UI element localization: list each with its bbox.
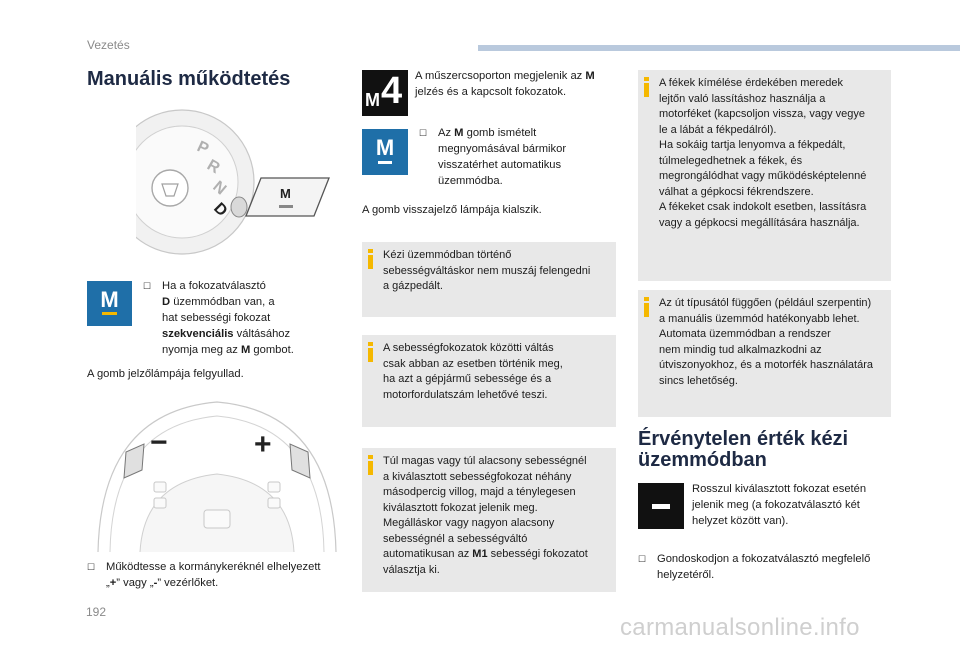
m-indicator-letter: M <box>100 287 119 312</box>
gear-label-r: R <box>204 156 223 178</box>
info-icon <box>644 77 649 97</box>
site-watermark: carmanualsonline.info <box>620 614 860 641</box>
info-icon <box>644 297 649 317</box>
dashboard-gear-digit: 4 <box>381 70 403 112</box>
instruction-paddles: ☐ Működtesse a kormánykeréknél elhelyezett „+” vagy „-” vezérlőket. <box>87 561 321 589</box>
instruction-bullet-icon: ☐ <box>143 281 152 291</box>
instruction-bullet-icon: ☐ <box>419 128 428 138</box>
gear-dial <box>136 110 254 254</box>
lamp-off-bar <box>378 161 392 164</box>
section-label: Vezetés <box>87 38 130 52</box>
indicator-lamp-bar <box>102 312 117 315</box>
instruction-bullet-icon: ☐ <box>638 554 647 564</box>
m-button-illustration <box>246 178 329 216</box>
lamp-on-text: A gomb jelzőlámpája felgyullad. <box>87 368 244 380</box>
info-note-road-type: Az út típusától függően (például szerpentin) a manuális üzemmód hatékonyabb lehet. Automata üzemmódban a rendszer nem mindig tud alkalmazkodni az útviszonyokhoz, és a motorfék használatára sincs lehetőség. <box>638 290 891 417</box>
dash-symbol <box>652 504 670 509</box>
info-note-speed-limits: Túl magas vagy túl alacsony sebességnél a kiválasztott sebességfokozat néhány másodpercig villog, majd a ténylegesen kiválasztott fokozat jelenik meg. Megálláskor vagy nagyon alacsony sebességnél a sebességváltó automatikusan az M1 sebességi fokozatot választja ki. <box>362 448 616 592</box>
instruction-bullet-icon: ☐ <box>87 562 96 572</box>
info-note-engine-braking: A fékek kímélése érdekében meredek lejtőn való lassításhoz használja a motorféket (kapcsoljon vissza, vagy vegye le a lábát a fékpedálról). Ha sokáig tartja lenyomva a fékpedált, túlmelegedhetnek a fékek, és megrongálódhat vagy működésképtelenné válhat a gépkocsi fékrendszere. A fékeket csak indokolt esetben, lassításra vagy a gépkocsi megállítására használja. <box>638 70 891 281</box>
invalid-gear-dash-icon <box>638 483 684 529</box>
invalid-value-title: Érvénytelen érték kézi üzemmódban <box>638 428 849 471</box>
info-note-shift-conditions: A sebességfokozatok közötti váltás csak abban az esetben történik meg, ha azt a gépjármű sebessége és a motorfordulatszám lehetővé teszi. <box>362 335 616 427</box>
dashboard-gear-display-icon <box>362 70 408 116</box>
steering-wheel-illustration <box>96 392 338 554</box>
gear-label-n: N <box>209 178 230 199</box>
info-note-accelerator: Kézi üzemmódban történő sebességváltáskor nem muszáj felengedni a gázpedált. <box>362 242 616 317</box>
gear-label-p: P <box>194 138 212 159</box>
header-bar <box>478 45 960 51</box>
paddle-plus-label: + <box>254 428 272 461</box>
invalid-value-text: Rosszul kiválasztott fokozat esetén jelenik meg (a fokozatválasztó két helyzet között van). <box>692 483 867 527</box>
info-icon <box>368 249 373 269</box>
gear-selector-illustration <box>136 108 336 256</box>
dashboard-m-text: A műszercsoporton megjelenik az M jelzés és a kapcsolt fokozatok. <box>415 70 595 98</box>
m-button-lit-icon <box>362 129 408 175</box>
m-button-label: M <box>280 186 291 201</box>
paddle-minus-label: − <box>150 426 168 459</box>
instruction-select-m: ☐ Ha a fokozatválasztó D üzemmódban van, a hat sebességi fokozat szekvenciális váltásához nyomja meg az M gombot. <box>143 280 294 356</box>
dashboard-m-symbol: M <box>365 90 380 110</box>
paddle-minus <box>124 444 144 478</box>
m-button-lit-letter: M <box>375 135 395 160</box>
paddle-plus <box>290 444 310 478</box>
section-title: Manuális működtetés <box>87 68 291 90</box>
lamp-off-text: A gomb visszajelző lámpája kialszik. <box>362 204 542 216</box>
m-indicator-icon <box>87 281 132 326</box>
instruction-return-auto: ☐ Az M gomb ismételt megnyomásával bármikor visszatérhet automatikus üzemmódba. <box>419 127 567 187</box>
info-icon <box>368 455 373 475</box>
info-icon <box>368 342 373 362</box>
page-number: 192 <box>86 605 107 619</box>
instruction-check-selector: ☐ Gondoskodjon a fokozatválasztó megfelelő helyzetéről. <box>638 553 871 581</box>
gear-label-d: D <box>210 199 231 221</box>
